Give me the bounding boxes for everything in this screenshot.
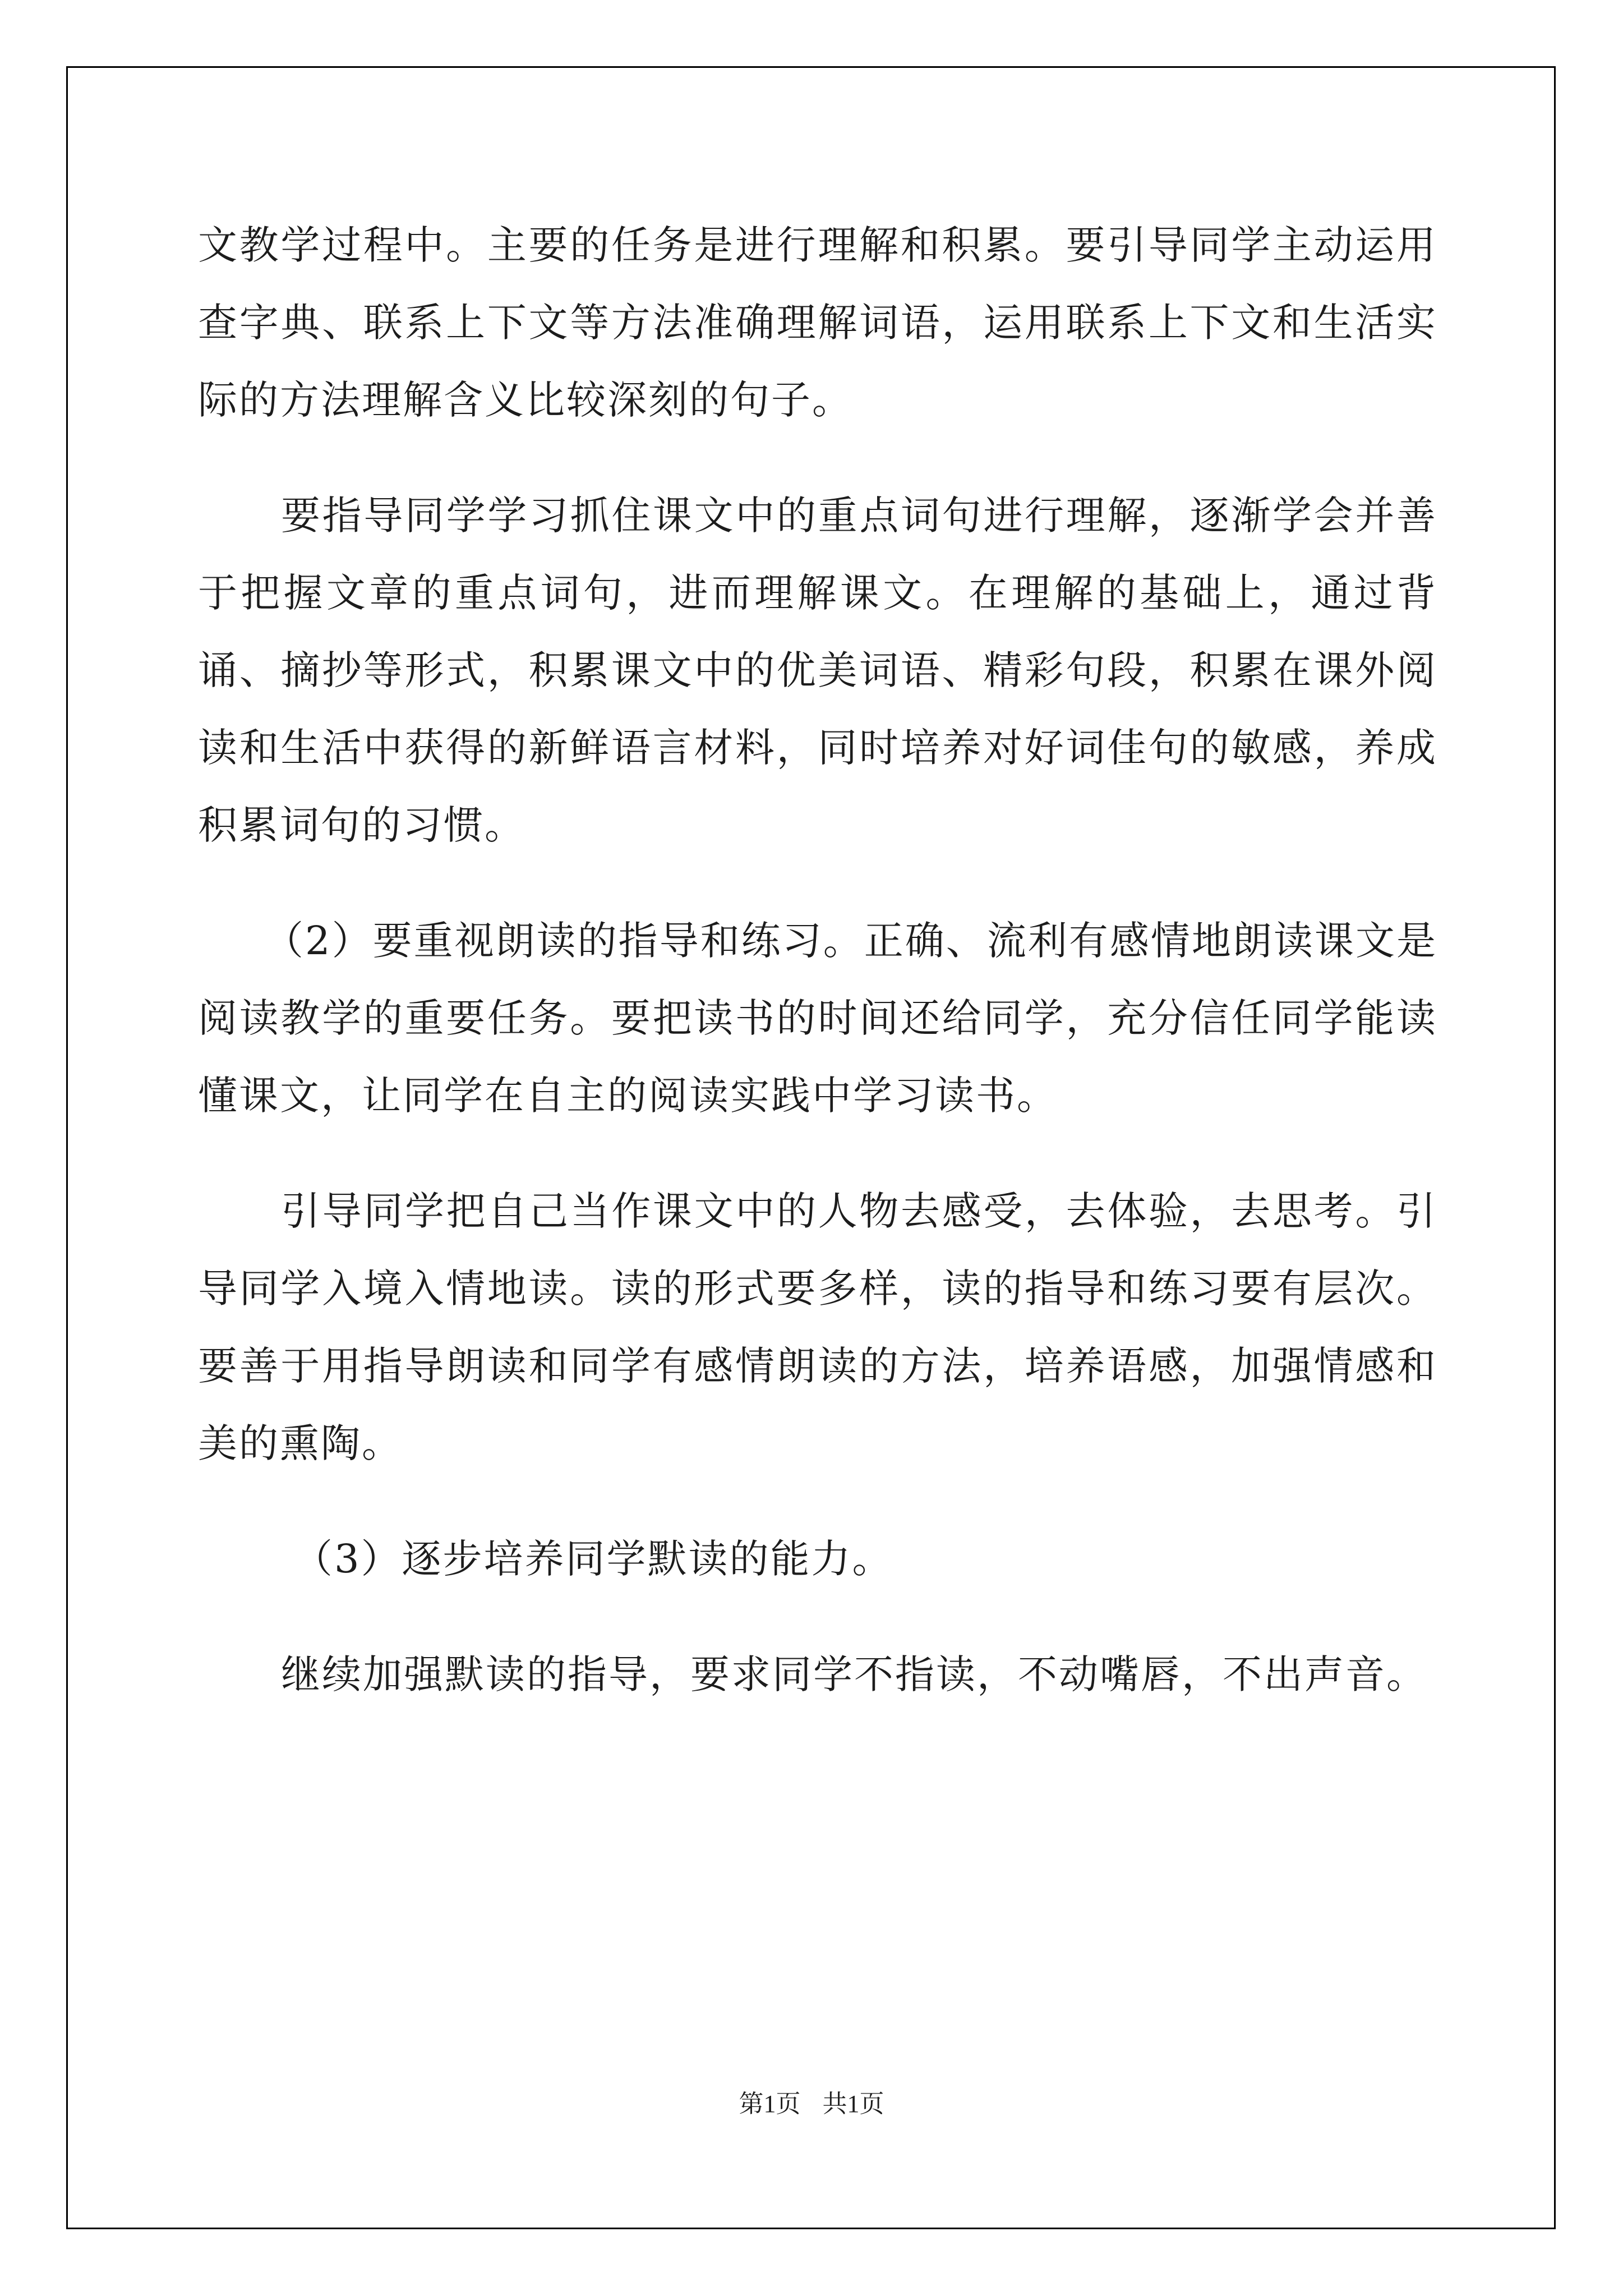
paragraph-5: （3）逐步培养同学默读的能力。 xyxy=(293,1536,893,1582)
page-number: 第1页 xyxy=(739,2090,801,2118)
paragraph-2: 要指导同学学习抓住课文中的重点词句进行理解，逐渐学会并善于把握文章的重点词句，进而理解课文。在理解的基础上，通过背诵、摘抄等形式，积累课文中的优美词语、精彩句段，积累在课外阅读和生活中获得的新鲜语言材料，同时培养对好词佳句的敏感，养成积累词句的习惯。 xyxy=(198,493,1437,848)
page-total: 共1页 xyxy=(822,2090,884,2118)
document-body xyxy=(198,206,1437,1751)
paragraph-4: 引导同学把自己当作课文中的人物去感受，去体验，去思考。引导同学入境入情地读。读的形式要多样，读的指导和练习要有层次。要善于用指导朗读和同学有感情朗读的方法，培养语感，加强情感和美的熏陶。 xyxy=(198,1188,1437,1466)
page-footer xyxy=(0,2083,1623,2119)
paragraph-3: （2）要重视朗读的指导和练习。正确、流利有感情地朗读课文是阅读教学的重要任务。要把读书的时间还给同学，充分信任同学能读懂课文，让同学在自主的阅读实践中学习读书。 xyxy=(198,918,1437,1119)
paragraph-6: 继续加强默读的指导，要求同学不指读，不动嘴唇，不出声音。 xyxy=(281,1651,1427,1697)
paragraph-1: 文教学过程中。主要的任务是进行理解和积累。要引导同学主动运用查字典、联系上下文等方法准确理解词语，运用联系上下文和生活实际的方法理解含义比较深刻的句子。 xyxy=(198,222,1437,423)
